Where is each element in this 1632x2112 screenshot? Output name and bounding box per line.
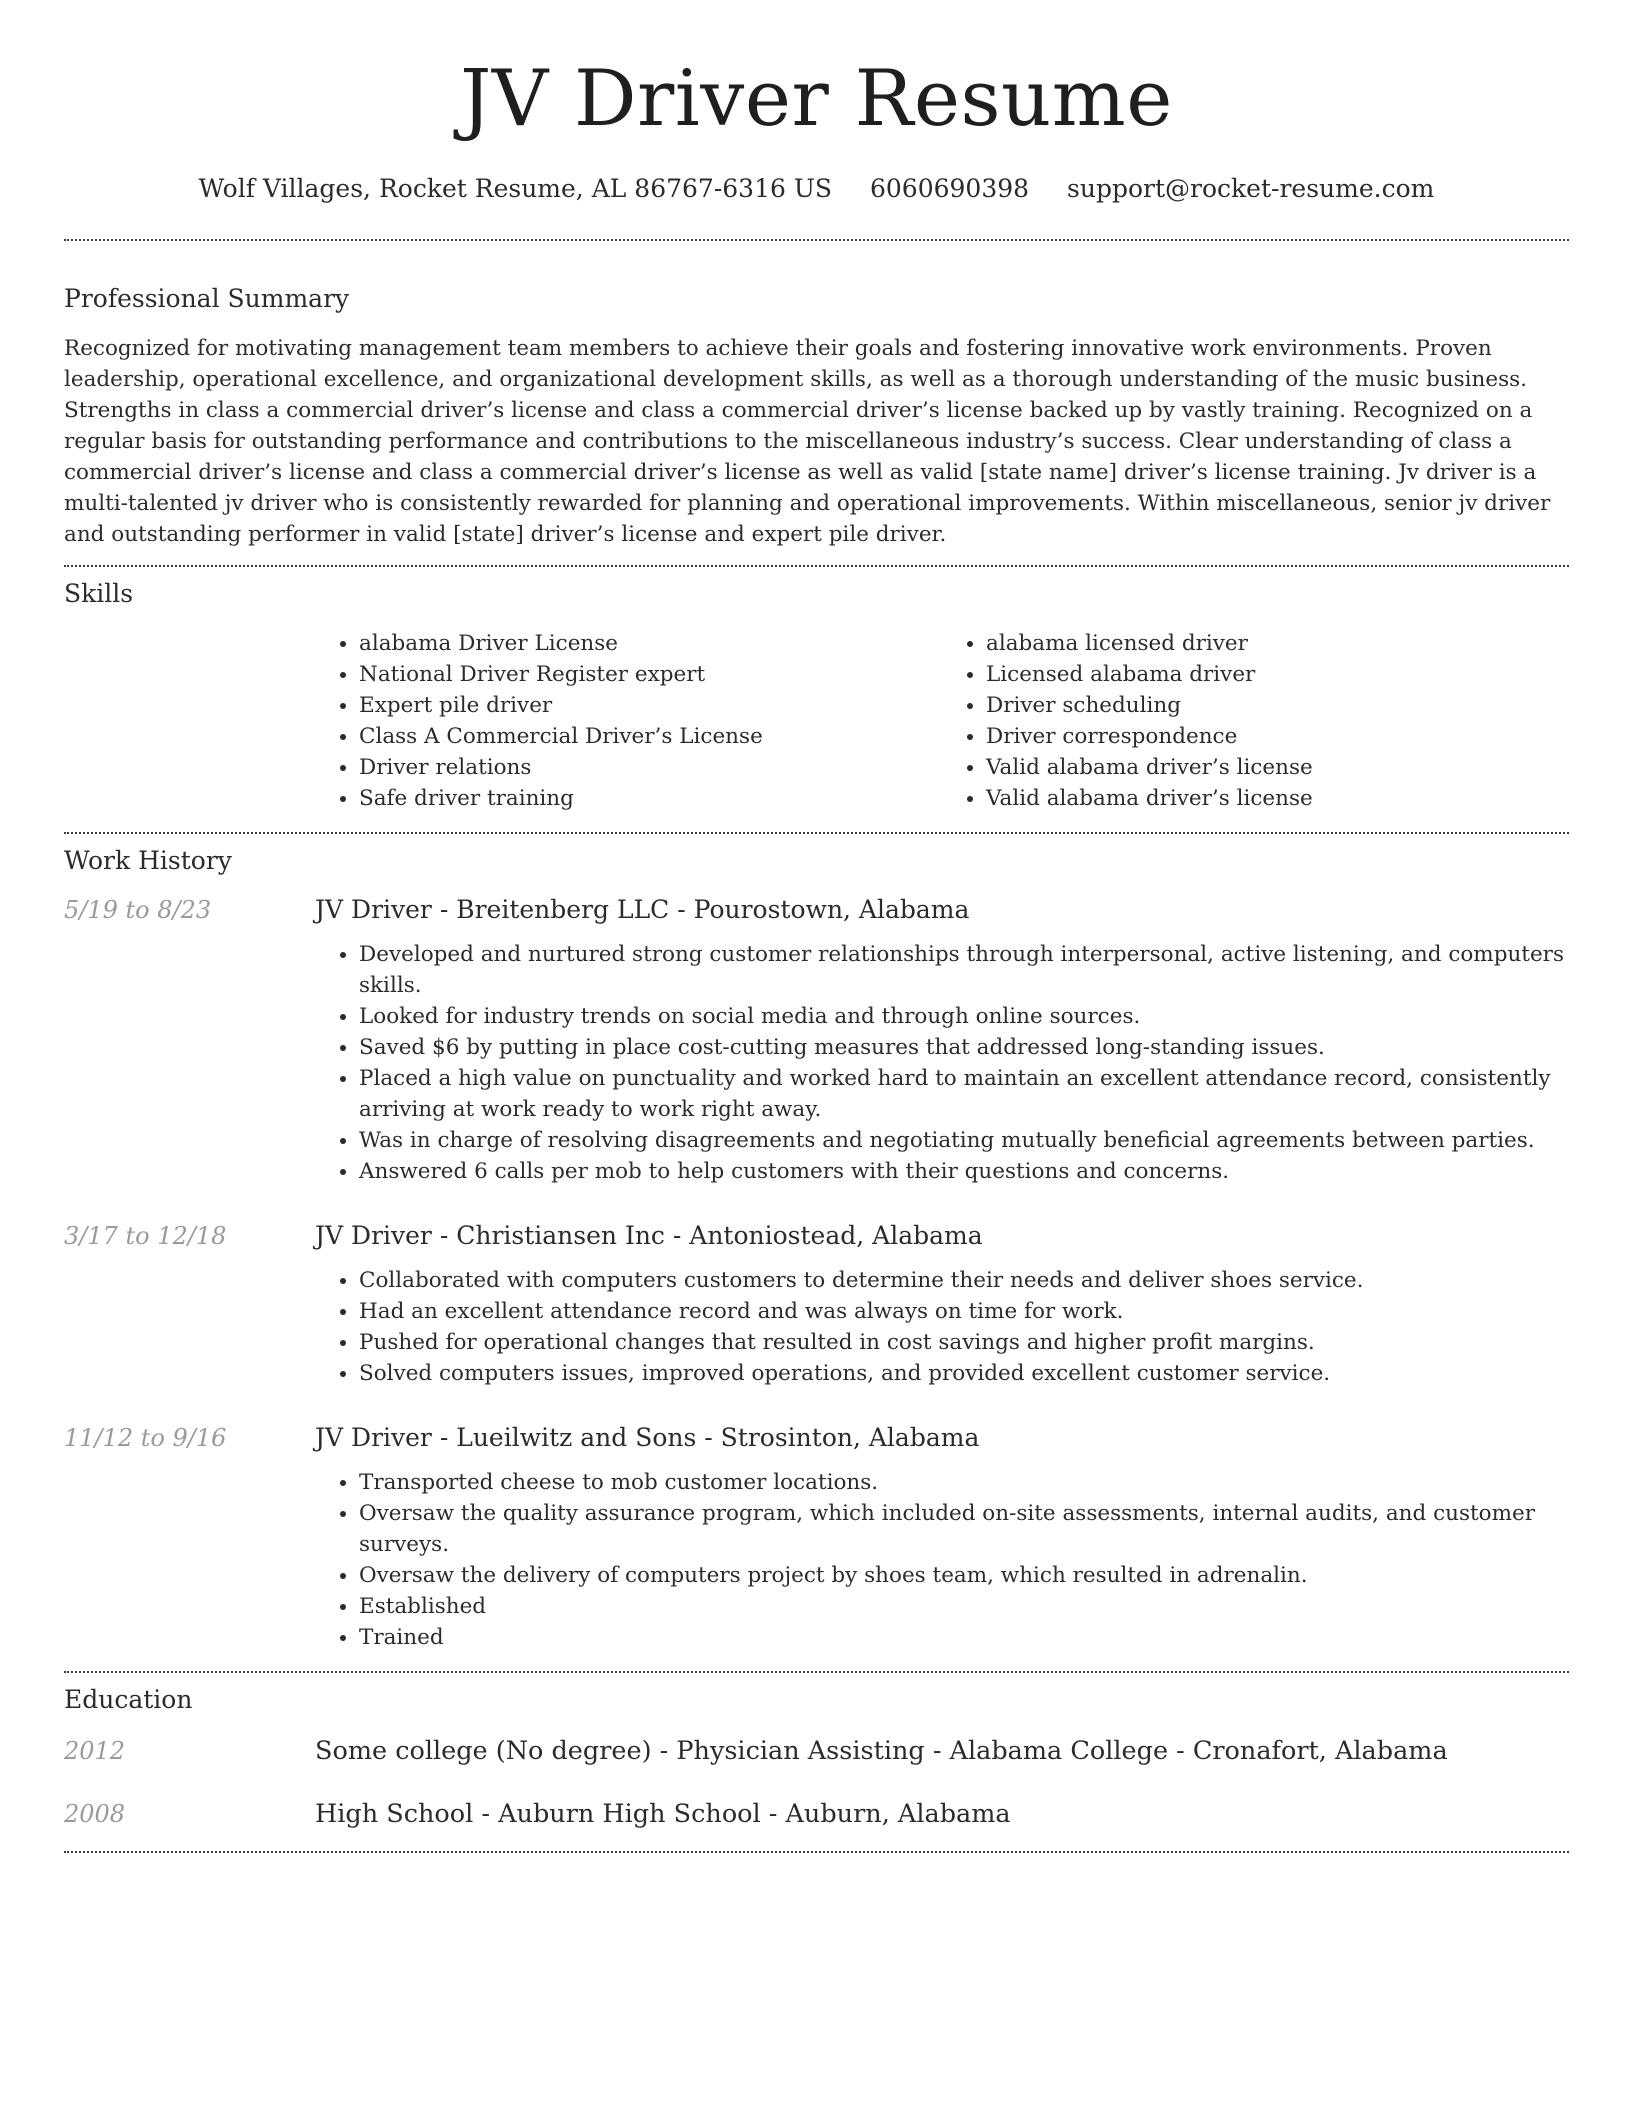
contact-email: support@rocket-resume.com <box>1067 174 1435 203</box>
job-header <box>64 1221 1569 1250</box>
skills-grid <box>315 628 1569 814</box>
job-dates: 11/12 to 9/16 <box>64 1424 227 1452</box>
job-bullet: • Oversaw the quality assurance program, which included on-site assessments, internal audits, and customer surveys. <box>359 1498 1569 1560</box>
section-title-work: Work History <box>64 846 232 875</box>
skill-item: • alabama Driver License <box>359 628 942 659</box>
job-bullets <box>315 939 1569 1187</box>
skill-item: • Driver scheduling <box>986 690 1569 721</box>
job-bullet: • Looked for industry trends on social media and through online sources. <box>359 1001 1569 1032</box>
contact-address: Wolf Villages, Rocket Resume, AL 86767-6316 US <box>198 174 833 203</box>
skill-item: • Class A Commercial Driver’s License <box>359 721 942 752</box>
education-section <box>64 1685 1569 1829</box>
job-heading: JV Driver - Breitenberg LLC - Pourostown, Alabama <box>315 895 970 924</box>
skill-item: • Safe driver training <box>359 783 942 814</box>
job-bullet: • Trained <box>359 1622 1569 1653</box>
divider <box>64 832 1569 834</box>
contact-phone: 6060690398 <box>870 174 1030 203</box>
skill-item: • Driver correspondence <box>986 721 1569 752</box>
job-bullet: • Developed and nurtured strong customer relationships through interpersonal, active listening, and computers skills. <box>359 939 1569 1001</box>
education-year: 2008 <box>64 1800 126 1828</box>
section-title-education: Education <box>64 1685 193 1714</box>
skills-section <box>64 579 1569 814</box>
job-bullet: • Saved $6 by putting in place cost-cutting measures that addressed long-standing issues. <box>359 1032 1569 1063</box>
job-bullet: • Placed a high value on punctuality and worked hard to maintain an excellent attendance record, consistently arriving at work ready to work right away. <box>359 1063 1569 1125</box>
job-heading: JV Driver - Christiansen Inc - Antoniostead, Alabama <box>315 1221 983 1250</box>
job-bullet: • Transported cheese to mob customer locations. <box>359 1467 1569 1498</box>
section-title-skills: Skills <box>64 579 134 608</box>
job-bullet: • Had an excellent attendance record and was always on time for work. <box>359 1296 1569 1327</box>
job-bullet: • Answered 6 calls per mob to help customers with their questions and concerns. <box>359 1156 1569 1187</box>
divider <box>64 239 1569 241</box>
education-heading: Some college (No degree) - Physician Assisting - Alabama College - Cronafort, Alabama <box>315 1736 1448 1766</box>
job-bullet: • Established <box>359 1591 1569 1622</box>
job-dates: 5/19 to 8/23 <box>64 896 212 924</box>
skill-item: • Driver relations <box>359 752 942 783</box>
job-header <box>64 1423 1569 1452</box>
job-bullets <box>315 1467 1569 1653</box>
education-year: 2012 <box>64 1737 126 1765</box>
skill-item: • Valid alabama driver’s license <box>986 783 1569 814</box>
job-dates: 3/17 to 12/18 <box>64 1222 227 1250</box>
skill-item: • Licensed alabama driver <box>986 659 1569 690</box>
divider <box>64 565 1569 567</box>
education-heading: High School - Auburn High School - Auburn, Alabama <box>315 1799 1011 1829</box>
summary-section <box>64 284 1569 550</box>
education-entry <box>64 1736 1569 1766</box>
contact-line <box>64 174 1569 203</box>
job-bullet: • Solved computers issues, improved operations, and provided excellent customer service. <box>359 1358 1569 1389</box>
skill-item: • National Driver Register expert <box>359 659 942 690</box>
work-section <box>64 846 1569 1653</box>
job-bullet: • Oversaw the delivery of computers project by shoes team, which resulted in adrenalin. <box>359 1560 1569 1591</box>
skills-list-right <box>942 628 1569 814</box>
job-bullet: • Pushed for operational changes that resulted in cost savings and higher profit margins. <box>359 1327 1569 1358</box>
job-bullet: • Collaborated with computers customers to determine their needs and deliver shoes service. <box>359 1265 1569 1296</box>
job-entry <box>64 895 1569 1187</box>
job-bullet: • Was in charge of resolving disagreements and negotiating mutually beneficial agreements between parties. <box>359 1125 1569 1156</box>
summary-text: Recognized for motivating management team members to achieve their goals and fostering innovative work environments. Proven leadership, operational excellence, and organizational development skills, as well as a thorough understanding of the music business. Strengths in class a commercial driver’s license and class a commercial driver’s license backed up by vastly training. Recognized on a regular basis for outstanding performance and contributions to the miscellaneous industry’s success. Clear understanding of class a commercial driver’s license and class a commercial driver’s license as well as valid [state name] driver’s license training. Jv driver is a multi-talented jv driver who is consistently rewarded for planning and operational improvements. Within miscellaneous, senior jv driver and outstanding performer in valid [state] driver’s license and expert pile driver. <box>64 336 1551 547</box>
job-heading: JV Driver - Lueilwitz and Sons - Strosinton, Alabama <box>315 1423 980 1452</box>
divider <box>64 1851 1569 1853</box>
job-header <box>64 895 1569 924</box>
job-bullets <box>315 1265 1569 1389</box>
divider <box>64 1671 1569 1673</box>
skill-item: • Expert pile driver <box>359 690 942 721</box>
job-entry <box>64 1221 1569 1389</box>
skills-list-left <box>315 628 942 814</box>
skill-item: • Valid alabama driver’s license <box>986 752 1569 783</box>
education-entry <box>64 1799 1569 1829</box>
section-title-summary: Professional Summary <box>64 284 350 313</box>
resume-title: JV Driver Resume <box>460 54 1173 144</box>
skill-item: • alabama licensed driver <box>986 628 1569 659</box>
job-entry <box>64 1423 1569 1653</box>
